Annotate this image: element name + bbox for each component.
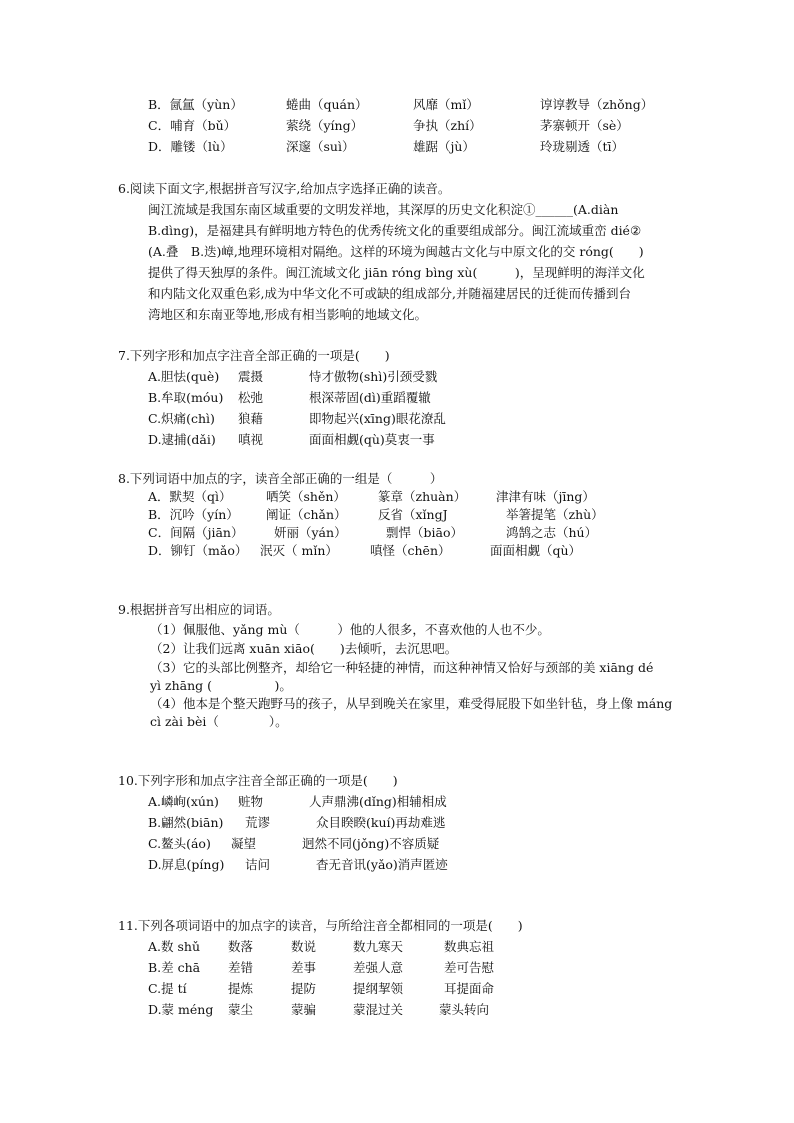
q11-item: 数落	[228, 939, 254, 954]
q10-item: C.鳌头(áo)	[148, 836, 211, 851]
q5-item: 谆谆教导（zhǒng）	[540, 97, 654, 112]
q11-option-b	[0, 959, 794, 977]
q7-item: D.逮捕(dǎi)	[148, 432, 216, 447]
q11-item: 差错	[228, 960, 254, 975]
q8-item: 泯灭（ mǐn）	[260, 543, 338, 558]
q5-item: 玲珑剔透（tī）	[540, 139, 625, 154]
q7-option-c	[0, 410, 794, 428]
q8-item: 嗔怪（chēn）	[370, 543, 451, 558]
q9-item-line: （4）他本是个整天跑野马的孩子，从早到晚关在家里，难受得屁股下如坐针毡，身上像 máng	[150, 696, 673, 711]
q6-passage-line: (A.叠 B.迭)嶂,地理环境相对隔绝。这样的环境为闽越古文化与中原文化的交 róng( )	[148, 244, 644, 259]
q5-option-b	[0, 96, 794, 114]
q8-item: C．间隔（jiān）	[148, 525, 244, 540]
q8-item: A．默契（qì）	[148, 489, 232, 504]
q8-item: 面面相觑（qù）	[490, 543, 582, 558]
q6-passage-line: 和内陆文化双重色彩,成为中华文化不可或缺的组成部分,并随福建居民的迁徙而传播到台	[148, 286, 631, 301]
q5-item: 蜷曲（quán）	[286, 97, 368, 112]
q7-item: 震摄	[238, 369, 264, 384]
q7-item: 狼藉	[238, 411, 264, 426]
q10-item: 诘问	[245, 857, 271, 872]
q11-item: 提纲挈领	[353, 981, 404, 996]
q7-item: 嗔视	[238, 432, 264, 447]
q9-item-line: （1）佩服他、yǎng mù（ ）他的人很多，不喜欢他的人也不少。	[150, 622, 550, 637]
q10-item: A.嶙峋(xún)	[148, 794, 219, 809]
q11-item: 差强人意	[353, 960, 404, 975]
q6-passage-line: 闽江流域是我国东南区域重要的文明发祥地，其深厚的历史文化积淀①______(A.diàn	[148, 202, 619, 217]
q7-option-a	[0, 368, 794, 386]
q10-option-d	[0, 856, 794, 874]
q8-option-a	[0, 488, 794, 506]
q11-item: 差可告慰	[444, 960, 495, 975]
q11-item: C.提 tí	[148, 981, 187, 996]
q11-option-a	[0, 938, 794, 956]
q5-item: 风靡（mǐ）	[413, 97, 479, 112]
q7-item: 松弛	[238, 390, 264, 405]
q8-item: 阐证（chǎn）	[266, 507, 347, 522]
q11-item: 蒙尘	[228, 1002, 254, 1017]
q8-item: 妍丽（yán）	[274, 525, 347, 540]
q7-item: 即物起兴(xīng)眼花潦乱	[309, 411, 446, 426]
q9-item-line: （2）让我们远离 xuān xiāo( )去倾听，去沉思吧。	[150, 641, 458, 656]
q5-item: C．哺育（bǔ）	[148, 118, 237, 133]
q5-item: 深邃（suì）	[286, 139, 355, 154]
q9-title: 9.根据拼音写出相应的词语。	[118, 602, 280, 617]
q8-option-b	[0, 506, 794, 524]
q10-title: 10.下列字形和加点字注音全部正确的一项是( )	[118, 773, 398, 788]
q11-item: D.蒙 méng	[148, 1002, 214, 1017]
q7-item: 面面相觑(qù)莫衷一事	[309, 432, 435, 447]
q6-title: 6.阅读下面文字,根据拼音写汉字,给加点字选择正确的读音。	[118, 181, 451, 196]
q5-item: B．氤氲（yùn）	[148, 97, 243, 112]
q8-item: 津津有味（jīng）	[496, 489, 595, 504]
q5-item: 茅寨顿开（sè）	[540, 118, 629, 133]
q8-item: 剽悍（biāo）	[386, 525, 463, 540]
q11-item: 提炼	[228, 981, 254, 996]
q10-item: 迥然不同(jǒng)不容质疑	[302, 836, 440, 851]
q5-item: 雄踞（jù）	[413, 139, 475, 154]
q10-item: 赃物	[238, 794, 264, 809]
q11-item: 耳提面命	[444, 981, 495, 996]
q5-option-c	[0, 117, 794, 135]
q11-item: 蒙混过关	[353, 1002, 404, 1017]
q11-item: 提防	[291, 981, 317, 996]
q7-item: A.胆怯(què)	[148, 369, 220, 384]
q11-item: A.数 shǔ	[148, 939, 200, 954]
q11-item: 数说	[291, 939, 317, 954]
q5-option-d	[0, 138, 794, 156]
q7-item: 恃才傲物(shì)引颈受戮	[309, 369, 438, 384]
q8-item: D．铆钉（mǎo）	[148, 543, 248, 558]
q8-item: B．沉吟（yín）	[148, 507, 239, 522]
q10-item: 杳无音讯(yǎo)消声匿迹	[316, 857, 448, 872]
q11-item: 差事	[291, 960, 317, 975]
q8-item: 哂笑（shěn）	[266, 489, 346, 504]
q11-item: B.差 chā	[148, 960, 201, 975]
q6-passage-line: B.dìng)，是福建具有鲜明地方特色的优秀传统文化的重要组成部分。闽江流域重峦 dié②	[148, 223, 642, 238]
q10-option-b	[0, 814, 794, 832]
q10-option-a	[0, 793, 794, 811]
q10-option-c	[0, 835, 794, 853]
q11-item: 蒙骗	[291, 1002, 317, 1017]
q8-item: 反省（xǐngJ	[378, 507, 448, 522]
q6-passage-line: 湾地区和东南亚等地,形成有相当影响的地域文化。	[148, 307, 427, 322]
q10-item: B.翩然(biān)	[148, 815, 224, 830]
q10-item: 众目睽睽(kuí)再劫难逃	[316, 815, 446, 830]
q10-item: 人声鼎沸(dǐng)相辅相成	[309, 794, 447, 809]
q8-option-d	[0, 542, 794, 560]
q7-item: B.牟取(móu)	[148, 390, 224, 405]
q7-title: 7.下列字形和加点字注音全部正确的一项是( )	[118, 348, 390, 363]
q8-title: 8.下列词语中加点的字，读音全部正确的一组是（ ）	[118, 471, 443, 486]
q8-item: 篆章（zhuàn）	[378, 489, 467, 504]
q5-item: 萦绕（yíng）	[286, 118, 364, 133]
q7-item: 根深蒂固(dì)重蹈覆辙	[309, 390, 431, 405]
q9-item-line: yì zhāng ( )。	[150, 678, 292, 693]
q5-item: D．雕镂（lù）	[148, 139, 233, 154]
q8-item: 举箸提笔（zhù）	[506, 507, 604, 522]
q7-option-b	[0, 389, 794, 407]
q9-item-line: cì zài bèi（ ）。	[150, 714, 288, 729]
q8-item: 鸿鹄之志（hú）	[506, 525, 598, 540]
q9-item-line: （3）它的头部比例整齐，却给它一种轻捷的神情，而这种神情又恰好与颈部的美 xiāng dé	[150, 660, 654, 675]
q11-item: 数九寒天	[353, 939, 404, 954]
q6-passage-line: 提供了得天独厚的条件。闽江流域文化 jiān róng bìng xù( )，呈现鲜明的海洋文化	[148, 265, 645, 280]
q7-option-d	[0, 431, 794, 449]
q11-title: 11.下列各项词语中的加点字的读音，与所给注音全都相同的一项是( )	[118, 918, 523, 933]
q10-item: 凝望	[231, 836, 257, 851]
q11-item: 数典忘祖	[444, 939, 495, 954]
q5-item: 争执（zhí）	[413, 118, 482, 133]
q10-item: D.屏息(píng)	[148, 857, 225, 872]
q8-option-c	[0, 524, 794, 542]
q11-option-d	[0, 1001, 794, 1019]
q10-item: 荒谬	[245, 815, 271, 830]
q11-item: 蒙头转向	[439, 1002, 490, 1017]
q7-item: C.炽痛(chì)	[148, 411, 215, 426]
q11-option-c	[0, 980, 794, 998]
